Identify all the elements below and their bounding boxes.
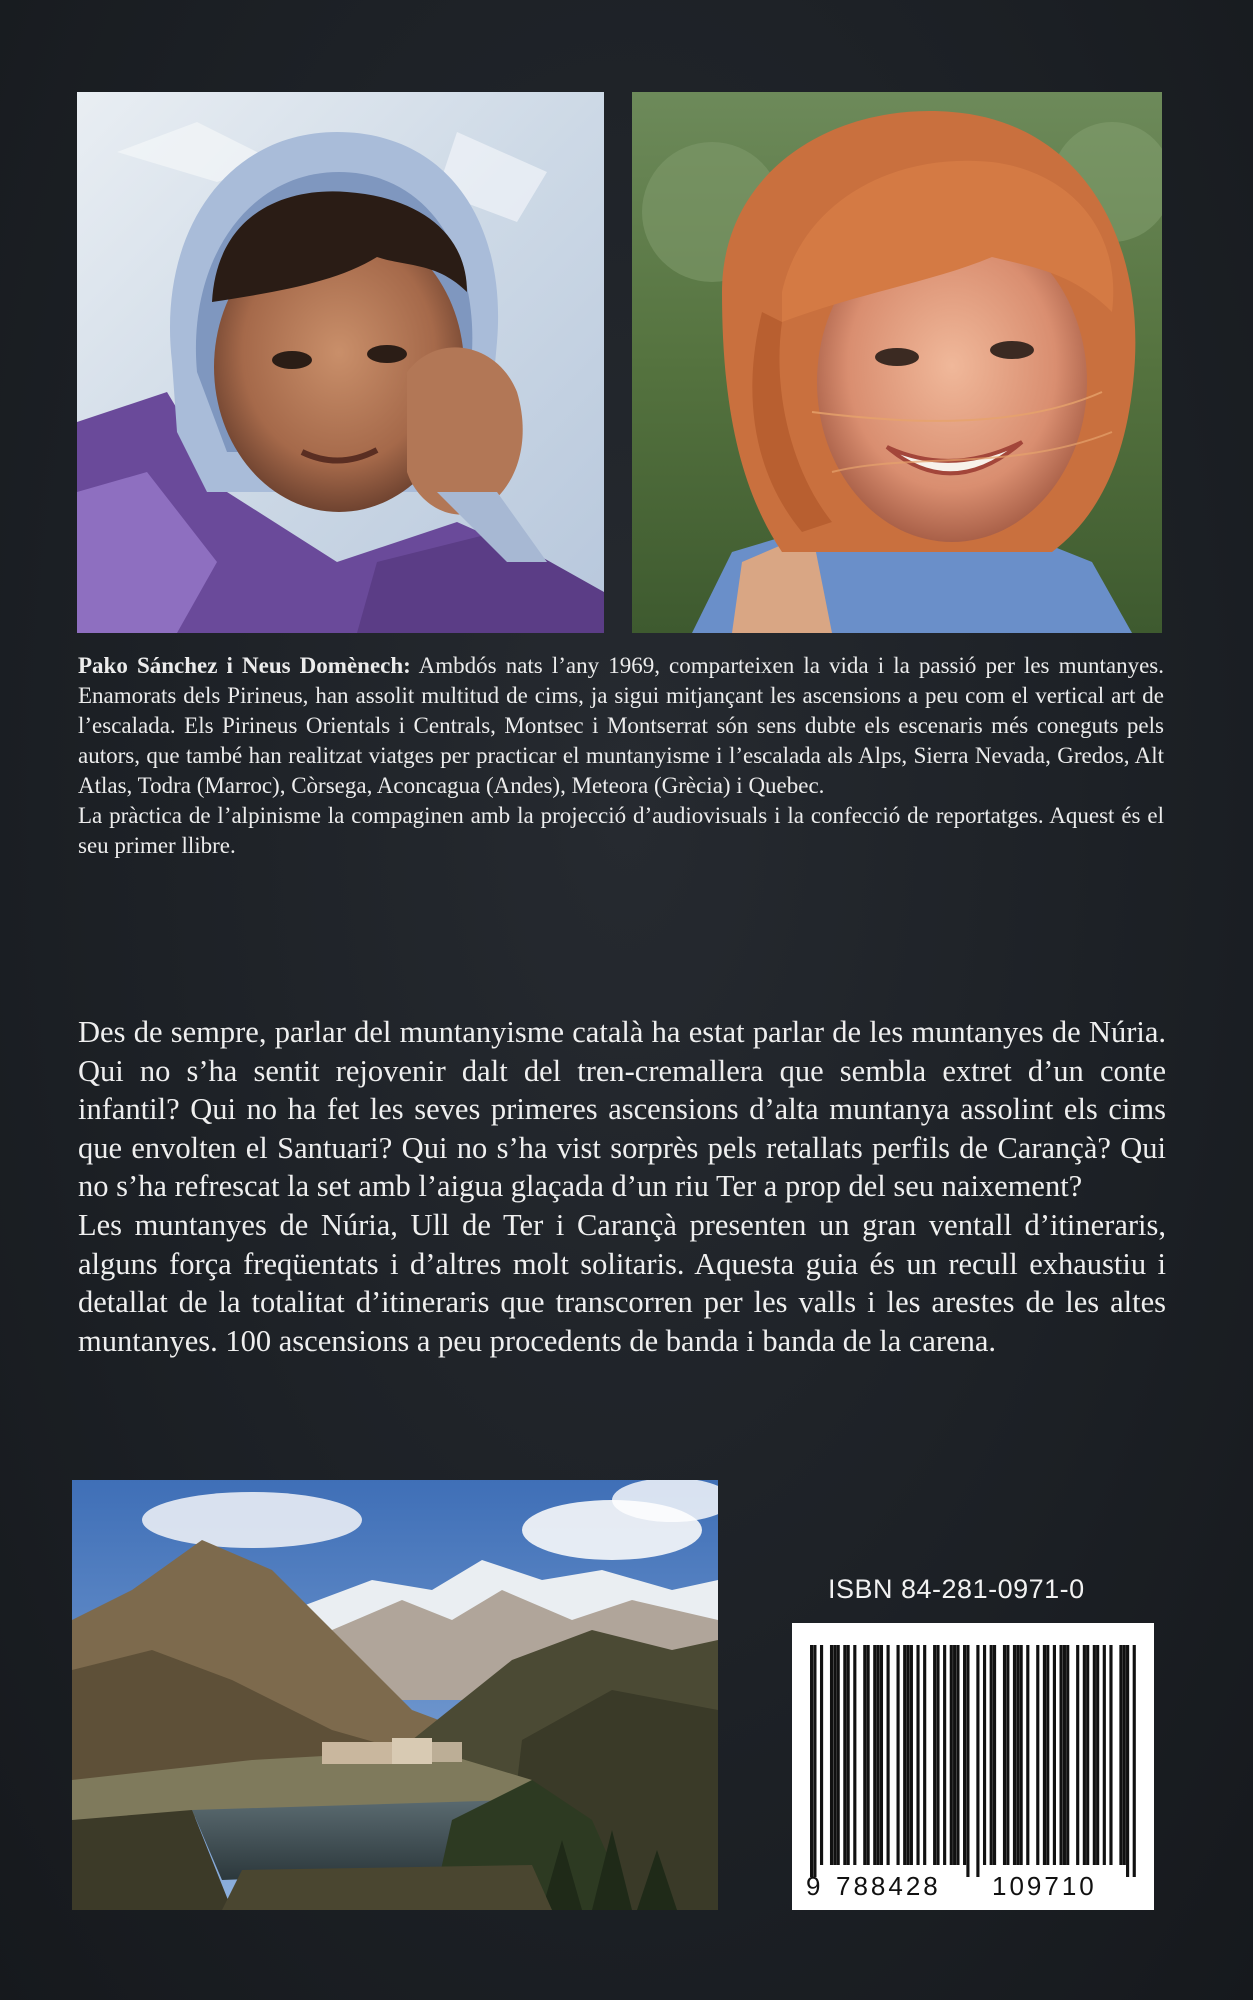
author-names: Pako Sánchez i Neus Domènech:	[78, 653, 411, 678]
author-bio-paragraph-1	[78, 651, 1164, 801]
blurb-paragraph-2: Les muntanyes de Núria, Ull de Ter i Carançà presenten un gran ventall d’itineraris, alguns força freqüentats i d’altres molt solitaris. Aquesta guia és un recull exhaustiu i detallat de la totalitat d’itineraris que transcorren per les valls i les arestes de les altes muntanyes. 100 ascensions a peu procedents de banda i banda de la carena.	[78, 1207, 1166, 1358]
barcode-bar	[833, 1645, 836, 1865]
author-photo-man	[77, 92, 604, 633]
barcode-bars	[792, 1623, 1154, 1910]
isbn-label: ISBN 84-281-0971-0	[828, 1574, 1085, 1604]
barcode-bar	[1093, 1645, 1096, 1865]
barcode-bar	[1020, 1645, 1023, 1865]
barcode-bar	[936, 1645, 939, 1865]
barcode-bar	[1063, 1645, 1066, 1865]
barcode-bar	[843, 1645, 846, 1865]
barcode-left-digits: 788428	[836, 1871, 941, 1901]
barcode-bar	[950, 1645, 953, 1865]
barcode-bar	[820, 1645, 823, 1865]
barcode-bar	[1083, 1645, 1086, 1865]
barcode-bar	[810, 1645, 813, 1877]
barcode-bar	[867, 1645, 870, 1865]
barcode-bar	[1036, 1645, 1039, 1865]
barcode-bar	[1066, 1645, 1069, 1865]
barcode-bar	[993, 1645, 996, 1865]
barcode-bar	[966, 1645, 969, 1877]
barcode-bar	[887, 1645, 890, 1865]
barcode-bar	[896, 1645, 899, 1865]
barcode-bar	[1103, 1645, 1106, 1865]
barcode-right-digits: 109710	[992, 1871, 1097, 1901]
book-blurb	[78, 1013, 1166, 1360]
barcode-bar	[923, 1645, 926, 1865]
barcode-lead-digit: 9	[806, 1871, 824, 1901]
barcode-bar	[943, 1645, 946, 1865]
barcode-bar	[1126, 1645, 1129, 1877]
barcode-digits	[806, 1871, 1130, 1903]
barcode-bar	[880, 1645, 883, 1865]
author-bio-text-1: Ambdós nats l’any 1969, comparteixen la vida i la passió per les muntanyes. Enamorats dels Pirineus, han assolit multitud de cims, ja sigui mitjançant les ascensions a peu com el vertical art de l’escalada. Els Pirineus Orientals i Centrals, Montsec i Montserrat són sens dubte els escenaris més coneguts pels autors, que també han realitzat viatges per practicar el muntanyisme i l’escalada als Alps, Sierra Nevada, Gredos, Alt Atlas, Todra (Marroc), Còrsega, Aconcagua (Andes), Meteora (Grècia) i Quebec.	[78, 653, 1164, 798]
barcode-bar	[910, 1645, 913, 1865]
barcode-bar	[847, 1645, 850, 1865]
author-bio-paragraph-2: La pràctica de l’alpinisme la compaginen amb la projecció d’audiovisuals i la confecció de reportatges. Aquest és el seu primer llibre.	[78, 803, 1164, 858]
barcode-bar	[1013, 1645, 1016, 1865]
barcode-bar	[963, 1645, 966, 1865]
barcode-bar	[1026, 1645, 1029, 1865]
barcode-bar	[906, 1645, 909, 1865]
barcode-bar	[813, 1645, 816, 1877]
barcode-bar	[837, 1645, 840, 1865]
author-bio	[78, 651, 1164, 861]
barcode-bar	[976, 1645, 979, 1877]
barcode-bar	[916, 1645, 919, 1865]
barcode-bar	[1109, 1645, 1112, 1865]
barcode-bar	[853, 1645, 856, 1865]
barcode-bar	[1053, 1645, 1056, 1865]
barcode-bar	[933, 1645, 936, 1865]
barcode-bar	[1123, 1645, 1126, 1865]
barcode-bar	[1096, 1645, 1099, 1865]
barcode-bar	[1059, 1645, 1062, 1865]
barcode-bar	[877, 1645, 880, 1865]
barcode-bar	[1133, 1645, 1136, 1877]
barcode-bar	[1043, 1645, 1046, 1865]
barcode-bar	[1086, 1645, 1089, 1865]
barcode-bar	[1003, 1645, 1006, 1865]
barcode-bar	[863, 1645, 866, 1865]
barcode-bar	[1006, 1645, 1009, 1865]
barcode-bar	[1119, 1645, 1122, 1865]
barcode-bar	[903, 1645, 906, 1865]
barcode-bar	[990, 1645, 993, 1865]
barcode-bar	[956, 1645, 959, 1865]
barcode-bar	[953, 1645, 956, 1865]
barcode-bar	[1046, 1645, 1049, 1865]
barcode-bar	[873, 1645, 876, 1865]
barcode-bar	[1076, 1645, 1079, 1865]
barcode	[792, 1623, 1154, 1910]
author-photo-woman	[632, 92, 1162, 633]
barcode-bar	[983, 1645, 986, 1865]
landscape-photo	[72, 1480, 718, 1910]
barcode-bar	[830, 1645, 833, 1865]
blurb-paragraph-1: Des de sempre, parlar del muntanyisme català ha estat parlar de les muntanyes de Núria. Qui no s’ha sentit rejovenir dalt del tren-cremallera que sembla extret d’un conte infantil? Qui no ha fet les seves primeres ascensions d’alta muntanya assolint els cims que envolten el Santuari? Qui no s’ha vist sorprès pels retallats perfils de Carançà? Qui no s’ha refrescat la set amb l’aigua glaçada d’un riu Ter a prop del seu naixement?	[78, 1015, 1166, 1204]
barcode-bar	[1016, 1645, 1019, 1865]
